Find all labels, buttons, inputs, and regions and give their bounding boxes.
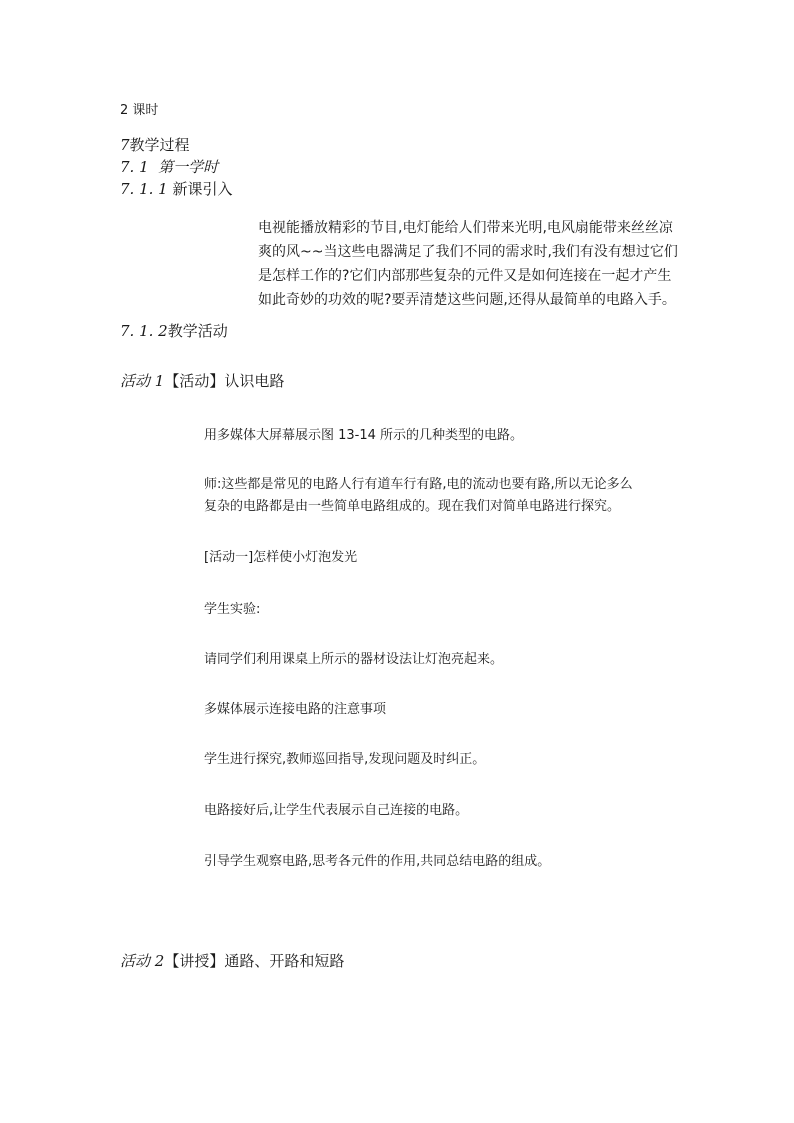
activity-tag: 【讲授】 (164, 952, 225, 970)
activity-paragraph: 学生进行探究,教师巡回指导,发现问题及时纠正。 (204, 752, 486, 767)
section-heading-7 (120, 134, 190, 155)
activity-title: 认识电路 (224, 372, 285, 390)
intro-line: 如此奇妙的功效的呢?要弄清楚这些问题,还得从最简单的电路入手。 (258, 292, 676, 308)
section-number: 7 (120, 136, 130, 154)
activity-1-heading (120, 370, 284, 391)
section-title: 第一学时 (158, 158, 219, 176)
activity-paragraph: [活动一]怎样使小灯泡发光 (204, 550, 358, 565)
intro-line: 电视能播放精彩的节目,电灯能给人们带来光明,电风扇能带来丝丝凉 (258, 220, 673, 236)
section-title: 教学过程 (129, 136, 190, 154)
activity-paragraph: 多媒体展示连接电路的注意事项 (204, 702, 387, 717)
intro-line: 爽的风~~当这些电器满足了我们不同的需求时,我们有没有想过它们 (258, 244, 678, 260)
section-number: 7. 1. 1 (120, 180, 168, 198)
activity-paragraph: 电路接好后,让学生代表展示自己连接的电路。 (204, 803, 469, 818)
section-heading-7-1-2 (120, 320, 228, 341)
section-title: 新课引入 (172, 180, 233, 198)
section-number: 7. 1. 2 (120, 322, 168, 340)
activity-paragraph: 请同学们利用课桌上所示的器材设法让灯泡亮起来。 (204, 652, 504, 667)
activity-title: 通路、开路和短路 (224, 952, 345, 970)
class-hours: 2 课时 (120, 103, 159, 118)
activity-label: 活动 1 (120, 372, 165, 390)
activity-paragraph: 学生实验: (204, 602, 261, 617)
activity-tag: 【活动】 (164, 372, 225, 390)
section-heading-7-1-1 (120, 178, 233, 199)
section-title: 教学活动 (167, 322, 228, 340)
activity-paragraph: 用多媒体大屏幕展示图 13-14 所示的几种类型的电路。 (204, 428, 524, 443)
teacher-line: 复杂的电路都是由一些简单电路组成的。现在我们对简单电路进行探究。 (204, 499, 621, 514)
intro-line: 是怎样工作的?它们内部那些复杂的元件又是如何连接在一起才产生 (258, 268, 672, 284)
activity-paragraph: 引导学生观察电路,思考各元件的作用,共同总结电路的组成。 (204, 854, 551, 869)
section-number: 7. 1 (120, 158, 149, 176)
activity-2-heading (120, 950, 344, 971)
activity-label: 活动 2 (120, 952, 165, 970)
section-heading-7-1 (120, 156, 218, 177)
intro-paragraph (258, 216, 678, 312)
teacher-line: 师:这些都是常见的电路人行有道车行有路,电的流动也要有路,所以无论多么 (204, 477, 633, 492)
